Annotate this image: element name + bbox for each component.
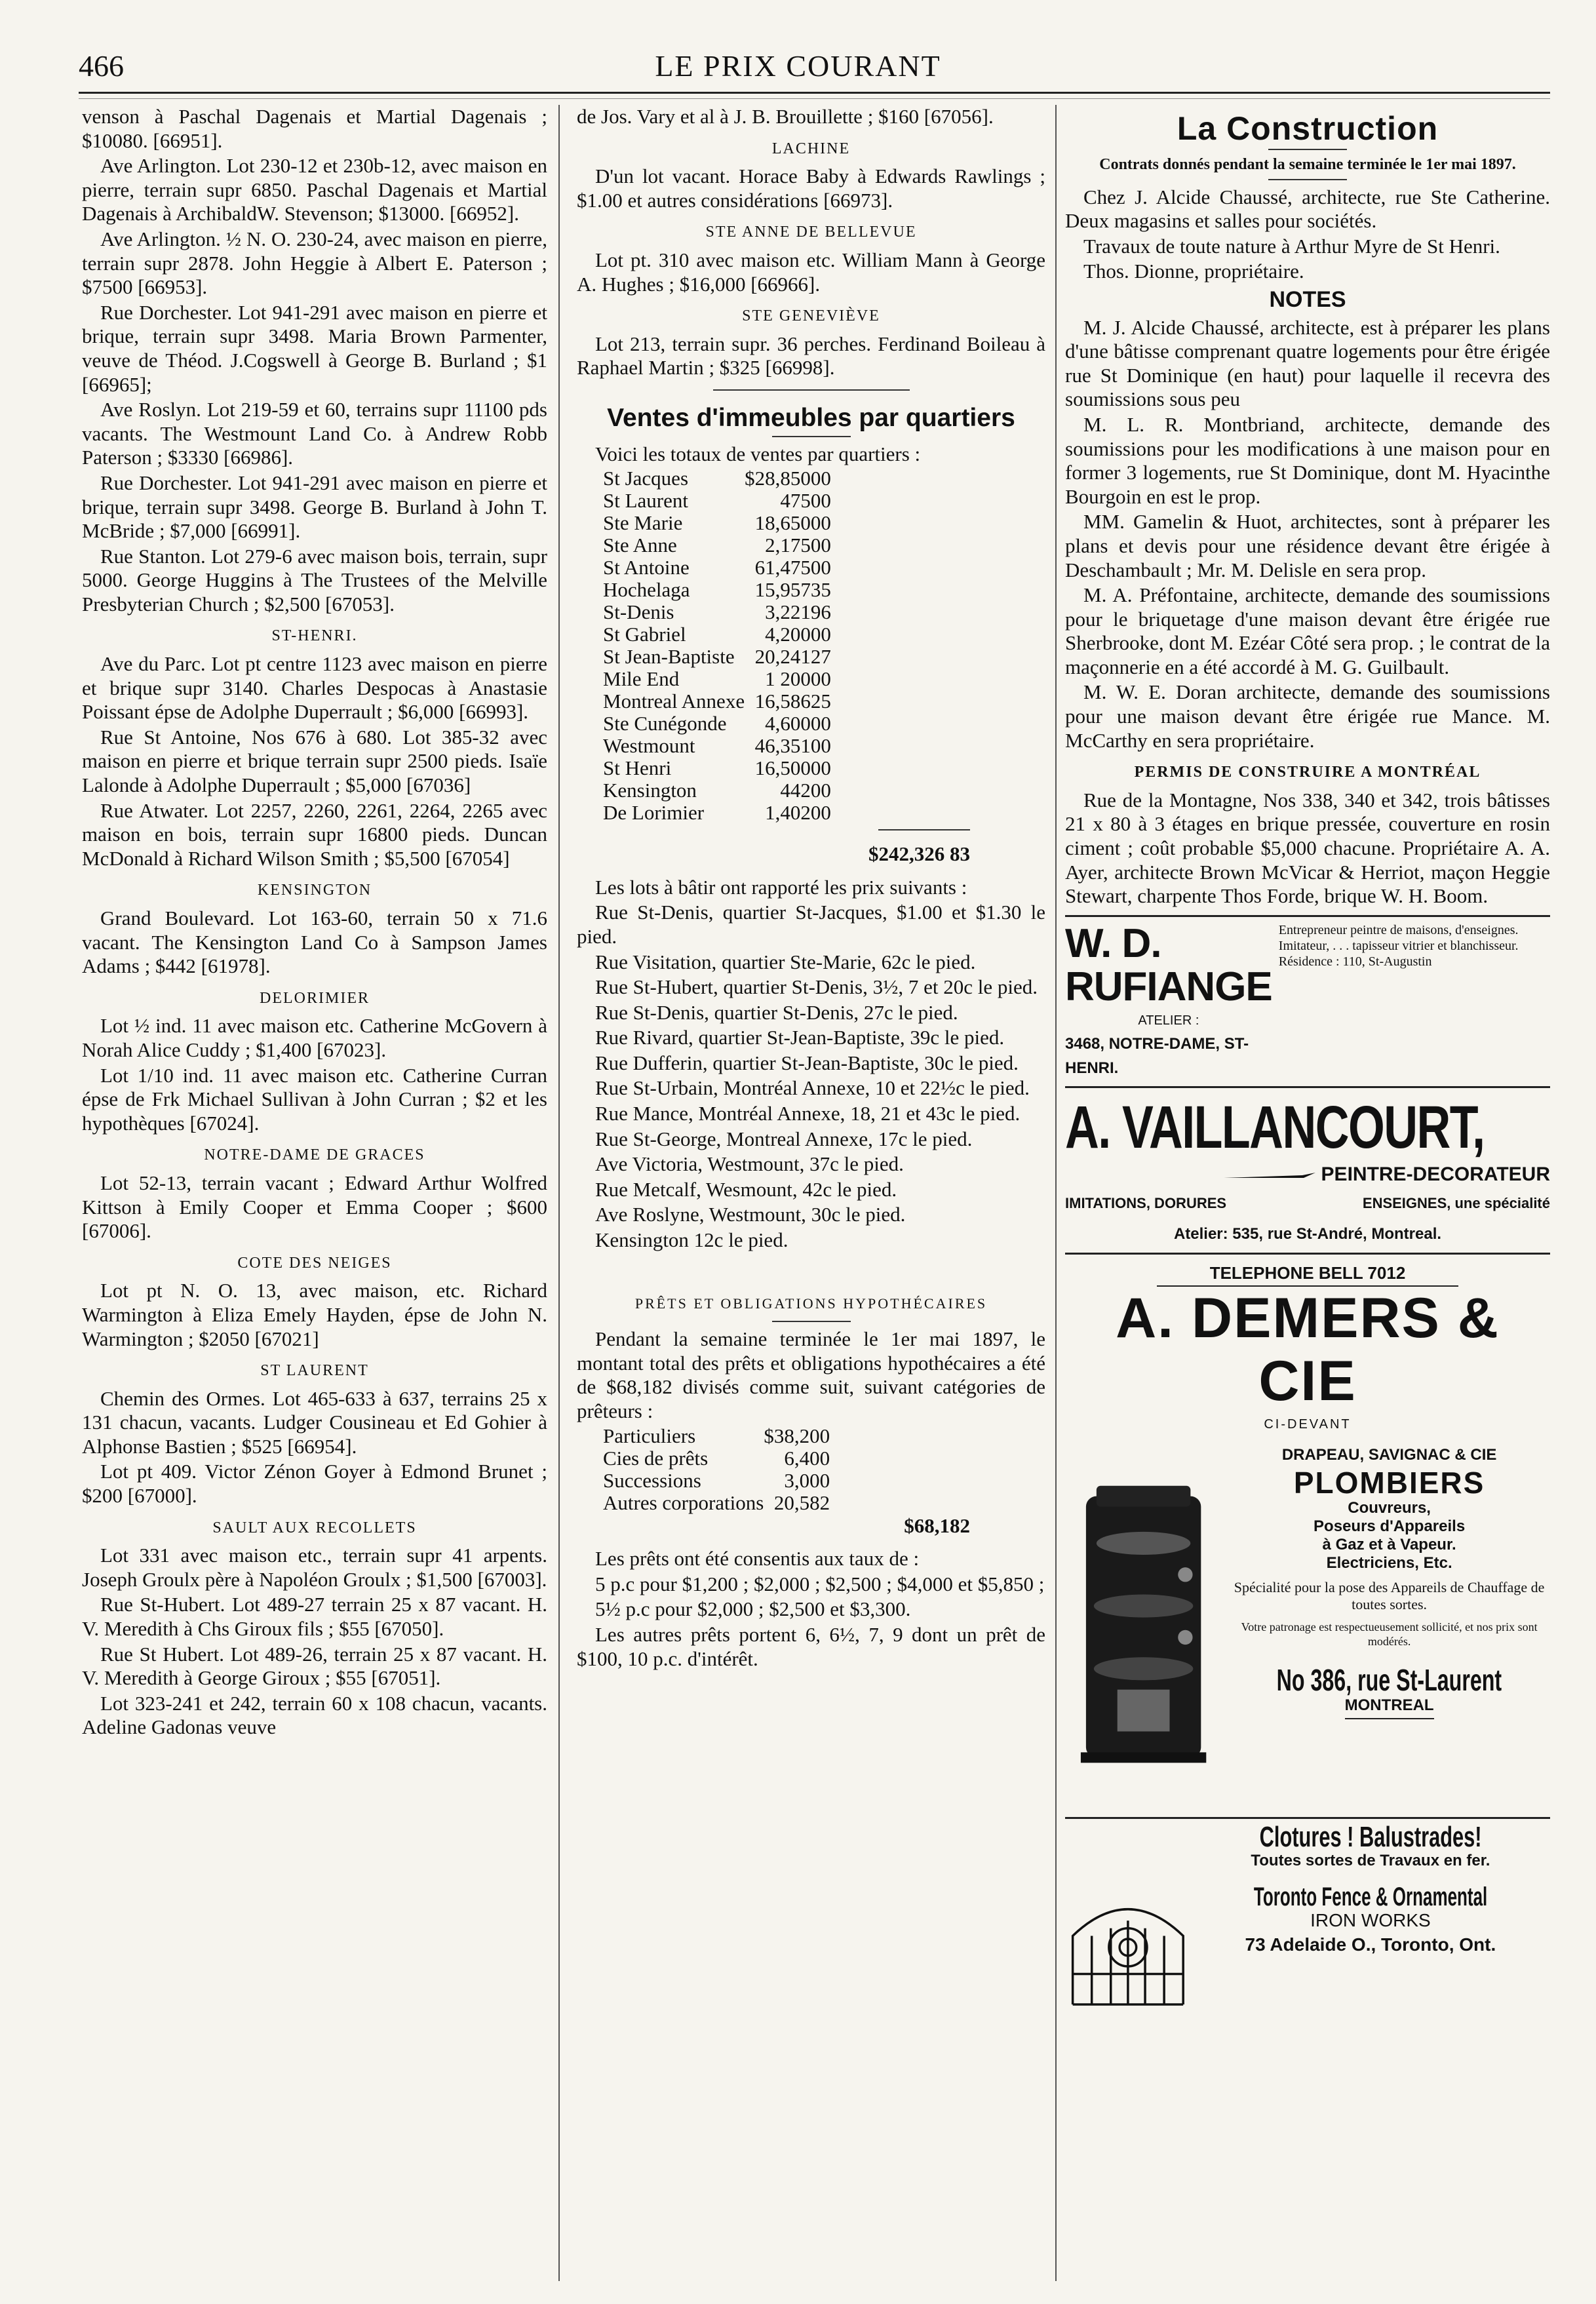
ad-toronto-fence — [1065, 1819, 1550, 2061]
paragraph: 5½ p.c pour $2,000 ; $2,500 et $3,300. — [595, 1597, 911, 1621]
quartiers-total: $242,326 83 — [868, 842, 970, 866]
ad-demers-line: Electriciens, Etc. — [1326, 1553, 1452, 1572]
quartier-dollars: 4,600 — [765, 712, 811, 735]
section-heading: PERMIS DE CONSTRUIRE A MONTRÉAL — [1134, 764, 1481, 781]
paragraph: Voici les totaux de ventes par quartiers : — [595, 442, 921, 465]
paragraph: M. A. Préfontaine, architecte, demande des soumissions pour le briquetage d'une maison devant être érigée rue Sherbrooke, dont M. Ezéar Côté sera prop. ; le contrat de la maçonnerie en a été accordé à M. G. Guilbault. — [1065, 583, 1550, 678]
brush-icon — [1224, 1169, 1315, 1182]
quartier-row — [603, 690, 831, 713]
paragraph: Kensington 12c le pied. — [595, 1228, 788, 1252]
quartier-name: Ste Marie — [603, 511, 683, 535]
short-rule — [1268, 149, 1347, 150]
paragraph: Grand Boulevard. Lot 163-60, terrain 50 x 71.6 vacant. The Kensington Land Co à Sampson James Adams ; $442 [61978]. — [82, 907, 547, 978]
total-rule — [878, 829, 970, 830]
quartier-cents: 00 — [810, 534, 831, 557]
quartier-name: Ste Anne — [603, 534, 677, 557]
ad-demers-trade: PLOMBIERS — [1293, 1466, 1485, 1500]
page-number: 466 — [79, 49, 124, 83]
ornament-divider — [713, 389, 910, 396]
ad-rufiange-atelier: ATELIER : — [1138, 1013, 1199, 1028]
quartier-dollars: 3,221 — [765, 600, 811, 624]
short-rule — [1268, 179, 1347, 180]
quartier-cents: 00 — [810, 489, 831, 513]
header-rule — [79, 92, 1550, 94]
ad-demers-devant: CI-DEVANT — [1264, 1416, 1352, 1432]
paragraph: Rue de la Montagne, Nos 338, 340 et 342, trois bâtisses 21 x 80 à 3 étages en brique pressée, couverture en rosin ciment ; coût probable $5,000 chacune. Propriétaire A. A. Ayer, architecte Brown McVicar & Herriot, maçon Heggie Stewart, charpente Thos Forde, brique W. H. Boom. — [1065, 788, 1550, 908]
quartier-dollars: 46,351 — [754, 734, 811, 758]
ad-rufiange-desc: Entrepreneur peintre de maisons, d'enseignes. — [1278, 922, 1519, 937]
paragraph: venson à Paschal Dagenais et Martial Dagenais ; $10080. [66951]. — [82, 105, 547, 152]
quartier-cents: 35 — [810, 578, 831, 602]
quartier-dollars: 61,475 — [754, 556, 811, 579]
quartier-name: Mile End — [603, 667, 680, 691]
quartier-cents: 00 — [810, 801, 831, 825]
quartier-name: St Jacques — [603, 467, 689, 490]
paragraph: Rue St-George, Montreal Annexe, 17c le pied. — [595, 1127, 973, 1150]
quartier-dollars: 18,650 — [754, 511, 811, 535]
running-title: LE PRIX COURANT — [655, 49, 941, 83]
preteur-amount: 20,582 — [773, 1491, 830, 1514]
section-heading: PRÊTS ET OBLIGATIONS HYPOTHÉCAIRES — [634, 1295, 988, 1312]
paragraph: Lot pt 409. Victor Zénon Goyer à Edmond Brunet ; $200 [67000]. — [82, 1460, 547, 1508]
paragraph: Rue St-Hubert, quartier St-Denis, 3½, 7 et 20c le pied. — [595, 975, 1038, 999]
paragraph: M. L. R. Montbriand, architecte, demande des soumissions pour les modifications à une maison pour en former 3 logements, rue St Dominique, dont M. Hyacinthe Bourgoin en est le prop. — [1065, 412, 1550, 508]
paragraph: Ave Arlington. ½ N. O. 230-24, avec maison en pierre, terrain supr 2878. John Heggie à Albert E. Paterson ; $7500 [66953]. — [82, 227, 547, 299]
paragraph: Travaux de toute nature à Arthur Myre de St Henri. — [1083, 234, 1500, 258]
preteurs-table — [603, 1425, 830, 1514]
ad-fence-head: Clotures ! Balustrades! — [1259, 1820, 1482, 1853]
ad-demers-name: A. DEMERS & CIE — [1116, 1286, 1500, 1413]
paragraph: Les prêts ont été consentis aux taux de : — [595, 1547, 920, 1571]
ad-rufiange-name: W. D. RUFIANGE — [1065, 920, 1272, 1009]
quartier-dollars: 475 — [780, 489, 811, 513]
quartier-dollars: 16,500 — [754, 756, 811, 780]
quartier-name: St Gabriel — [603, 623, 686, 646]
paragraph: Rue St-Denis, quartier St-Denis, 27c le pied. — [595, 1000, 958, 1024]
quartier-cents: 00 — [810, 556, 831, 579]
paragraph: Rue Atwater. Lot 2257, 2260, 2261, 2264, 2265 avec maison en bois, terrain supr 16800 pieds. Duncan McDonald à Richard Wilson Smith ; $5,500 [67054] — [82, 798, 547, 870]
ad-rufiange-address: 3468, NOTRE-DAME, ST-HENRI. — [1065, 1035, 1249, 1077]
ad-rufiange-desc2: Imitateur, . . . tapisseur vitrier et blanchisseur. Résidence : 110, St-Augustin — [1278, 938, 1519, 969]
ad-vaillancourt-right: ENSEIGNES, une spécialité — [1362, 1195, 1550, 1212]
preteur-name: Particuliers — [603, 1424, 696, 1447]
quartier-row — [603, 490, 831, 512]
ad-vaillancourt-left: IMITATIONS, DORURES — [1065, 1195, 1227, 1212]
quartier-cents: 00 — [810, 511, 831, 535]
paragraph: Lot 1/10 ind. 11 avec maison etc. Catherine Curran épse de Frk Michael Sullivan à John Curran ; $2 et les hypothèques [67024]. — [82, 1063, 547, 1135]
paragraph: Ave Victoria, Westmount, 37c le pied. — [595, 1152, 904, 1176]
preteur-amount: 3,000 — [784, 1468, 830, 1492]
paragraph: Les autres prêts portent 6, 6½, 7, 9 dont un prêt de $100, 10 p.c. d'intérêt. — [577, 1622, 1045, 1670]
quartier-name: De Lorimier — [603, 801, 705, 825]
quartier-row — [603, 512, 831, 534]
paragraph: Rue Mance, Montréal Annexe, 18, 21 et 43c le pied. — [595, 1102, 1021, 1125]
short-rule — [772, 1321, 851, 1322]
paragraph: Rue St Antoine, Nos 676 à 680. Lot 385-32 avec maison en pierre et brique terrain supr 2500 pieds. Isaïe Lalonde à Adolphe Duperrault ; $5,000 [67036] — [82, 725, 547, 797]
paragraph: Lot 52-13, terrain vacant ; Edward Arthur Wolfred Kittson à Emily Cooper et Emma Cooper ; $600 [67006]. — [82, 1171, 547, 1243]
construction-subtitle: Contrats donnés pendant la semaine terminée le 1er mai 1897. — [1099, 155, 1516, 173]
quartier-row — [603, 713, 831, 735]
paragraph: Lot 323-241 et 242, terrain 60 x 108 chacun, vacants. Adeline Gadonas veuve — [82, 1691, 547, 1739]
quartier-row — [603, 601, 831, 623]
section-heading: STE GENEVIÈVE — [742, 307, 880, 325]
quartier-row — [603, 467, 831, 490]
quartier-row — [603, 534, 831, 556]
paragraph: Rue St-Hubert. Lot 489-27 terrain 25 x 87 vacant. H. V. Meredith à Chs Giroux fils ; $55 [67050]. — [82, 1593, 547, 1641]
quartier-cents: 00 — [810, 712, 831, 735]
ad-rufiange — [1065, 922, 1550, 1088]
paragraph: Lot 331 avec maison etc., terrain supr 41 arpents. Joseph Groulx père à Napoléon Groulx ; $1,500 [67003]. — [82, 1544, 547, 1591]
preteur-name: Successions — [603, 1468, 701, 1492]
paragraph: Les lots à bâtir ont rapporté les prix suivants : — [595, 875, 967, 899]
section-heading: NOTRE-DAME DE GRACES — [204, 1146, 425, 1164]
quartier-dollars: 20,241 — [754, 645, 811, 669]
paragraph: Thos. Dionne, propriétaire. — [1083, 260, 1304, 283]
column-rule-2 — [1055, 105, 1057, 2281]
quartier-name: Ste Cunégonde — [603, 712, 727, 735]
construction-title: La Construction — [1177, 110, 1439, 147]
paragraph: Pendant la semaine terminée le 1er mai 1897, le montant total des prêts et obligations hypothécaires a été de $68,182 divisés comme suit, suivant catégories de prêteurs : — [577, 1327, 1045, 1422]
quartier-row — [603, 556, 831, 579]
advertisements — [1065, 915, 1550, 2061]
section-heading: KENSINGTON — [257, 882, 372, 899]
ad-demers-line: Poseurs d'Appareils — [1314, 1517, 1466, 1535]
preteur-name: Cies de prêts — [603, 1446, 709, 1470]
ad-fence-company: Toronto Fence & Ornamental — [1253, 1882, 1488, 1911]
ad-vaillancourt — [1065, 1088, 1550, 1255]
furnace-illustration — [1065, 1443, 1222, 1810]
quartier-cents: 25 — [810, 690, 831, 713]
iron-gate-illustration — [1065, 1826, 1191, 2061]
paragraph: Chez J. Alcide Chaussé, architecte, rue Ste Catherine. Deux magasins et salles pour sociétés. — [1065, 185, 1550, 233]
quartier-cents: 27 — [810, 645, 831, 669]
ad-demers-city: MONTREAL — [1345, 1694, 1434, 1719]
quartier-name: St-Denis — [603, 600, 674, 624]
column-3 — [1065, 105, 1550, 2061]
quartier-dollars: $28,850 — [745, 467, 811, 490]
ad-demers-former: DRAPEAU, SAVIGNAC & CIE — [1281, 1445, 1497, 1464]
paragraph: Ave Roslyne, Westmount, 30c le pied. — [595, 1203, 906, 1226]
paragraph: de Jos. Vary et al à J. B. Brouillette ; $160 [67056]. — [577, 105, 994, 128]
quartier-row — [603, 779, 831, 802]
quartier-row — [603, 802, 831, 824]
quartier-row — [603, 735, 831, 757]
quartier-dollars: 16,586 — [754, 690, 811, 713]
quartier-dollars: 2,175 — [765, 534, 811, 557]
paragraph: Ave du Parc. Lot pt centre 1123 avec maison en pierre et brique supr 3140. Charles Despocas à Anastasie Poissant épse de Adolphe Duperrault ; $6,000 [66993]. — [82, 652, 547, 724]
quartier-cents: 00 — [810, 667, 831, 691]
ad-demers — [1065, 1255, 1550, 1818]
ad-vaillancourt-trade — [1065, 1163, 1550, 1187]
quartier-row — [603, 757, 831, 779]
quartier-dollars: 4,200 — [765, 623, 811, 646]
paragraph: Lot pt N. O. 13, avec maison, etc. Richard Warmington à Eliza Emely Hayden, épse de John N. Warmington ; $2050 [67021] — [82, 1279, 547, 1350]
quartier-row — [603, 623, 831, 646]
column-rule-1 — [558, 105, 560, 2281]
quartier-name: Westmount — [603, 734, 695, 758]
quartier-cents: 00 — [810, 756, 831, 780]
paragraph: Ave Arlington. Lot 230-12 et 230b-12, avec maison en pierre, terrain supr 6850. Paschal Dagenais et Martial Dagenais à ArchibaldW. Stevenson; $13000. [66952]. — [82, 154, 547, 225]
quartier-name: St Laurent — [603, 489, 688, 513]
ad-fence-iron: IRON WORKS — [1310, 1910, 1431, 1931]
section-heading: COTE DES NEIGES — [237, 1254, 392, 1272]
quartier-dollars: 1 200 — [765, 667, 811, 691]
quartier-name: St Henri — [603, 756, 672, 780]
paragraph: Rue Dorchester. Lot 941-291 avec maison en pierre et brique, terrain supr 3498. Maria Brown Parmenter, veuve de Théod. J.Cogswell à George B. Burland ; $1 [66965]; — [82, 300, 547, 396]
quartier-dollars: 442 — [780, 779, 811, 802]
ad-demers-address: No 386, rue St-Laurent — [1276, 1662, 1502, 1697]
notes-heading: NOTES — [1269, 286, 1346, 312]
ad-demers-patronage: Votre patronage est respectueusement sollicité, et nos prix sont modérés. — [1241, 1620, 1538, 1648]
quartier-name: St Jean-Baptiste — [603, 645, 735, 669]
ad-demers-line: Couvreurs, — [1348, 1498, 1431, 1517]
short-rule — [772, 436, 851, 437]
ad-demers-specialty: Spécialité pour la pose des Appareils de Chauffage de toutes sortes. — [1234, 1578, 1545, 1612]
column-1 — [82, 105, 547, 1741]
column-2 — [577, 105, 1045, 1672]
paragraph: MM. Gamelin & Huot, architectes, sont à préparer les plans et devis pour une résidence devant être érigée à Deschambault ; Mr. M. Delisle en sera prop. — [1065, 510, 1550, 581]
quartiers-table — [603, 467, 831, 824]
paragraph: Rue Metcalf, Wesmount, 42c le pied. — [595, 1177, 897, 1201]
quartier-cents: 00 — [810, 467, 831, 490]
section-heading: ST-HENRI. — [271, 627, 358, 645]
ad-demers-telephone: TELEPHONE BELL 7012 — [1157, 1261, 1458, 1287]
ventes-heading: Ventes d'immeubles par quartiers — [607, 403, 1015, 432]
preteur-name: Autres corporations — [603, 1491, 764, 1514]
paragraph: Rue Dorchester. Lot 941-291 avec maison en pierre et brique, terrain supr 3498. George B. Burland à John T. McBride ; $7,000 [66991]. — [82, 471, 547, 543]
paragraph: Rue Rivard, quartier St-Jean-Baptiste, 39c le pied. — [595, 1026, 1005, 1049]
section-heading: STE ANNE DE BELLEVUE — [705, 224, 917, 241]
quartier-row — [603, 579, 831, 601]
paragraph: Lot pt. 310 avec maison etc. William Mann à George A. Hughes ; $16,000 [66966]. — [577, 248, 1045, 296]
paragraph: 5 p.c pour $1,200 ; $2,000 ; $2,500 ; $4,000 et $5,850 ; — [595, 1572, 1045, 1595]
quartier-cents: 00 — [810, 623, 831, 646]
paragraph: M. W. E. Doran architecte, demande des soumissions pour une maison devant être érigée rue Mance. M. McCarthy en sera propriétaire. — [1065, 680, 1550, 752]
paragraph: Rue Visitation, quartier Ste-Marie, 62c le pied. — [595, 950, 976, 973]
quartier-name: St Antoine — [603, 556, 690, 579]
quartier-row — [603, 646, 831, 668]
preteur-amount: $38,200 — [764, 1424, 830, 1447]
ad-vaillancourt-atelier: Atelier: 535, rue St-André, Montreal. — [1173, 1224, 1442, 1243]
ad-fence-address: 73 Adelaide O., Toronto, Ont. — [1245, 1934, 1496, 1955]
paragraph: M. J. Alcide Chaussé, architecte, est à préparer les plans d'une bâtisse comprenant quatre logements pour être érigée rue St Dominique (en haut) pour laquelle il recevra des soumissions sous peu — [1065, 315, 1550, 411]
section-heading: DELORIMIER — [260, 989, 370, 1007]
header-rule-thin — [79, 98, 1550, 99]
preteur-row — [603, 1492, 830, 1514]
preteurs-total: $68,182 — [904, 1513, 970, 1537]
preteur-row — [603, 1447, 830, 1470]
quartier-cents: 00 — [810, 779, 831, 802]
paragraph: Ave Roslyn. Lot 219-59 et 60, terrains supr 11100 pds vacants. The Westmount Land Co. à Andrew Robb Paterson ; $3330 [66986]. — [82, 398, 547, 469]
preteur-row — [603, 1470, 830, 1492]
quartier-name: Hochelaga — [603, 578, 690, 602]
quartier-dollars: 15,957 — [754, 578, 811, 602]
quartier-cents: 96 — [810, 600, 831, 624]
paragraph: Rue Stanton. Lot 279-6 avec maison bois, terrain, supr 5000. George Huggins à The Trustees of the Melville Presbyterian Church ; $2,500 [67053]. — [82, 544, 547, 615]
quartier-row — [603, 668, 831, 690]
section-heading: LACHINE — [771, 140, 851, 157]
quartier-dollars: 1,402 — [765, 801, 811, 825]
quartier-cents: 00 — [810, 734, 831, 758]
paragraph: Chemin des Ormes. Lot 465-633 à 637, terrains 25 x 131 chacun, vacants. Ludger Cousineau et Ed Gohier à Alphonse Bastien ; $525 [66954]. — [82, 1386, 547, 1458]
quartier-name: Kensington — [603, 779, 697, 802]
ad-vaillancourt-name: A. VAILLANCOURT, — [1065, 1093, 1485, 1161]
section-heading: ST LAURENT — [260, 1362, 369, 1380]
paragraph: Rue St-Denis, quartier St-Jacques, $1.00 et $1.30 le pied. — [577, 901, 1045, 948]
paragraph: Lot ½ ind. 11 avec maison etc. Catherine McGovern à Norah Alice Cuddy ; $1,400 [67023]. — [82, 1014, 547, 1061]
preteur-amount: 6,400 — [784, 1446, 830, 1470]
section-heading: SAULT AUX RECOLLETS — [212, 1519, 417, 1536]
paragraph: Rue St Hubert. Lot 489-26, terrain 25 x 87 vacant. H. V. Meredith à George Giroux ; $55 [67051]. — [82, 1642, 547, 1690]
paragraph: Lot 213, terrain supr. 36 perches. Ferdinand Boileau à Raphael Martin ; $325 [66998]. — [577, 332, 1045, 380]
ad-demers-line: à Gaz et à Vapeur. — [1322, 1535, 1456, 1553]
quartier-name: Montreal Annexe — [603, 690, 745, 713]
ad-fence-sub: Toutes sortes de Travaux en fer. — [1251, 1852, 1490, 1870]
preteur-row — [603, 1425, 830, 1447]
ad-vaillancourt-trade-label: PEINTRE-DECORATEUR — [1321, 1163, 1550, 1185]
paragraph: Rue St-Urbain, Montréal Annexe, 10 et 22½c le pied. — [595, 1076, 1030, 1100]
paragraph: D'un lot vacant. Horace Baby à Edwards Rawlings ; $1.00 et autres considérations [66973]. — [577, 165, 1045, 212]
paragraph: Rue Dufferin, quartier St-Jean-Baptiste, 30c le pied. — [595, 1051, 1019, 1074]
